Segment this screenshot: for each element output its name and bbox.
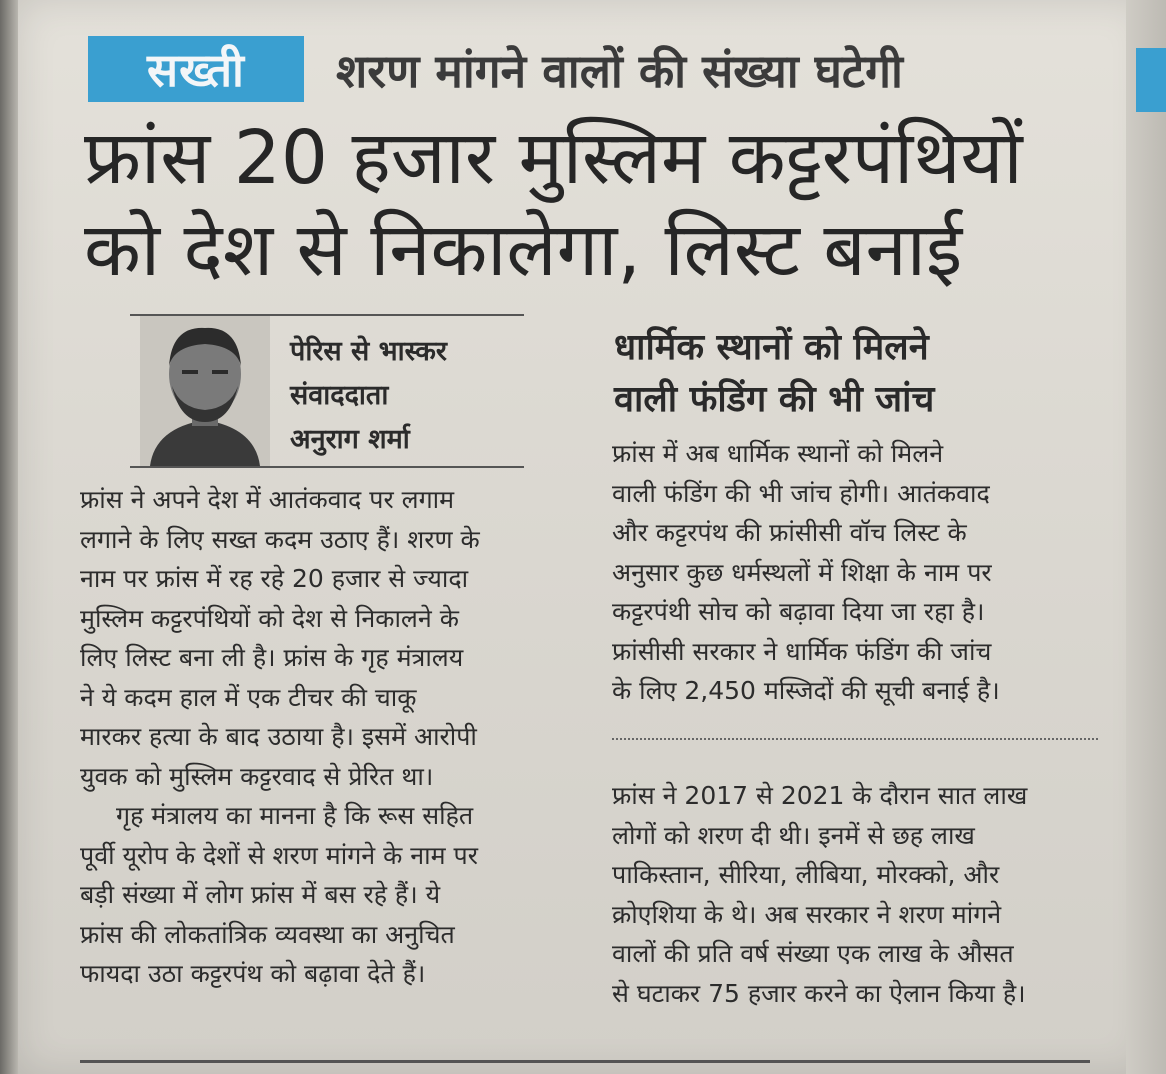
body-line: लिए लिस्ट बना ली है। फ्रांस के गृह मंत्रालय: [80, 643, 464, 672]
page-fold-shadow: [0, 0, 18, 1074]
subheading-line: धार्मिक स्थानों को मिलने: [614, 327, 929, 368]
body-line: लगाने के लिए सख्त कदम उठाए हैं। शरण के: [80, 524, 480, 554]
body-line: वाली फंडिंग की भी जांच होगी। आतंकवाद: [612, 478, 990, 508]
reporter-photo: [140, 316, 270, 466]
reporter-photo-image: [140, 316, 270, 466]
body-line: फ्रांस की लोकतांत्रिक व्यवस्था का अनुचित: [80, 919, 455, 949]
subheading-line: वाली फंडिंग की भी जांच: [614, 379, 935, 420]
body-line: के लिए 2,450 मस्जिदों की सूची बनाई है।: [612, 676, 1000, 705]
kicker-headline: शरण मांगने वालों की संख्या घटेगी: [336, 44, 903, 98]
body-line: युवक को मुस्लिम कट्टरवाद से प्रेरित था।: [80, 761, 434, 791]
body-line: मुस्लिम कट्टरपंथियों को देश से निकालने के: [80, 603, 459, 633]
body-line: पाकिस्तान, सीरिया, लीबिया, मोरक्को, और: [612, 860, 1000, 889]
body-line: और कट्टरपंथ की फ्रांसीसी वॉच लिस्ट के: [612, 518, 967, 547]
body-line: फायदा उठा कट्टरपंथ को बढ़ावा देते हैं।: [80, 959, 426, 988]
body-line: बड़ी संख्या में लोग फ्रांस में बस रहे हैं। ये: [80, 880, 441, 909]
byline-bottom-rule: [130, 466, 524, 468]
body-line: फ्रांस ने 2017 से 2021 के दौरान सात लाख: [612, 781, 1028, 810]
main-headline: [84, 112, 1094, 296]
body-line: ने ये कदम हाल में एक टीचर की चाकू: [80, 682, 417, 712]
body-line: नाम पर फ्रांस में रह रहे 20 हजार से ज्यादा: [80, 564, 469, 593]
byline-role: संवाददाता: [290, 380, 389, 411]
adjacent-page-edge: [1126, 0, 1166, 1074]
byline-dateline: पेरिस से भास्कर: [290, 336, 447, 367]
body-line: फ्रांस ने अपने देश में आतंकवाद पर लगाम: [80, 485, 455, 514]
byline-author: अनुराग शर्मा: [290, 424, 410, 455]
headline-line: को देश से निकालेगा, लिस्ट बनाई: [84, 207, 963, 293]
subheading: [614, 322, 1054, 426]
body-line: कट्टरपंथी सोच को बढ़ावा दिया जा रहा है।: [612, 597, 985, 626]
body-line: फ्रांसीसी सरकार ने धार्मिक फंडिंग की जांच: [612, 636, 992, 666]
body-line: गृह मंत्रालय का मानना है कि रूस सहित: [116, 801, 474, 830]
footer-rule: [80, 1060, 1090, 1063]
right-column-body-2: [612, 776, 1102, 1013]
body-line: वालों की प्रति वर्ष संख्या एक लाख के औसत: [612, 939, 1014, 968]
body-line: से घटाकर 75 हजार करने का ऐलान किया है।: [612, 978, 1026, 1008]
left-column-body: [80, 480, 580, 994]
body-line: फ्रांस में अब धार्मिक स्थानों को मिलने: [612, 439, 944, 468]
headline-line: फ्रांस 20 हजार मुस्लिम कट्टरपंथियों: [84, 115, 1023, 201]
body-line: क्रोएशिया के थे। अब सरकार ने शरण मांगने: [612, 899, 1002, 929]
body-line: लोगों को शरण दी थी। इनमें से छह लाख: [612, 820, 975, 850]
kicker-label: सख्ती: [88, 36, 304, 102]
right-column-body: [612, 434, 1102, 711]
body-line: मारकर हत्या के बाद उठाया है। इसमें आरोपी: [80, 722, 477, 751]
byline: [290, 330, 447, 462]
body-line: अनुसार कुछ धर्मस्थलों में शिक्षा के नाम पर: [612, 557, 992, 587]
body-line: पूर्वी यूरोप के देशों से शरण मांगने के नाम पर: [80, 840, 478, 870]
section-divider: [612, 738, 1098, 740]
adjacent-kicker-fragment: [1136, 48, 1166, 112]
